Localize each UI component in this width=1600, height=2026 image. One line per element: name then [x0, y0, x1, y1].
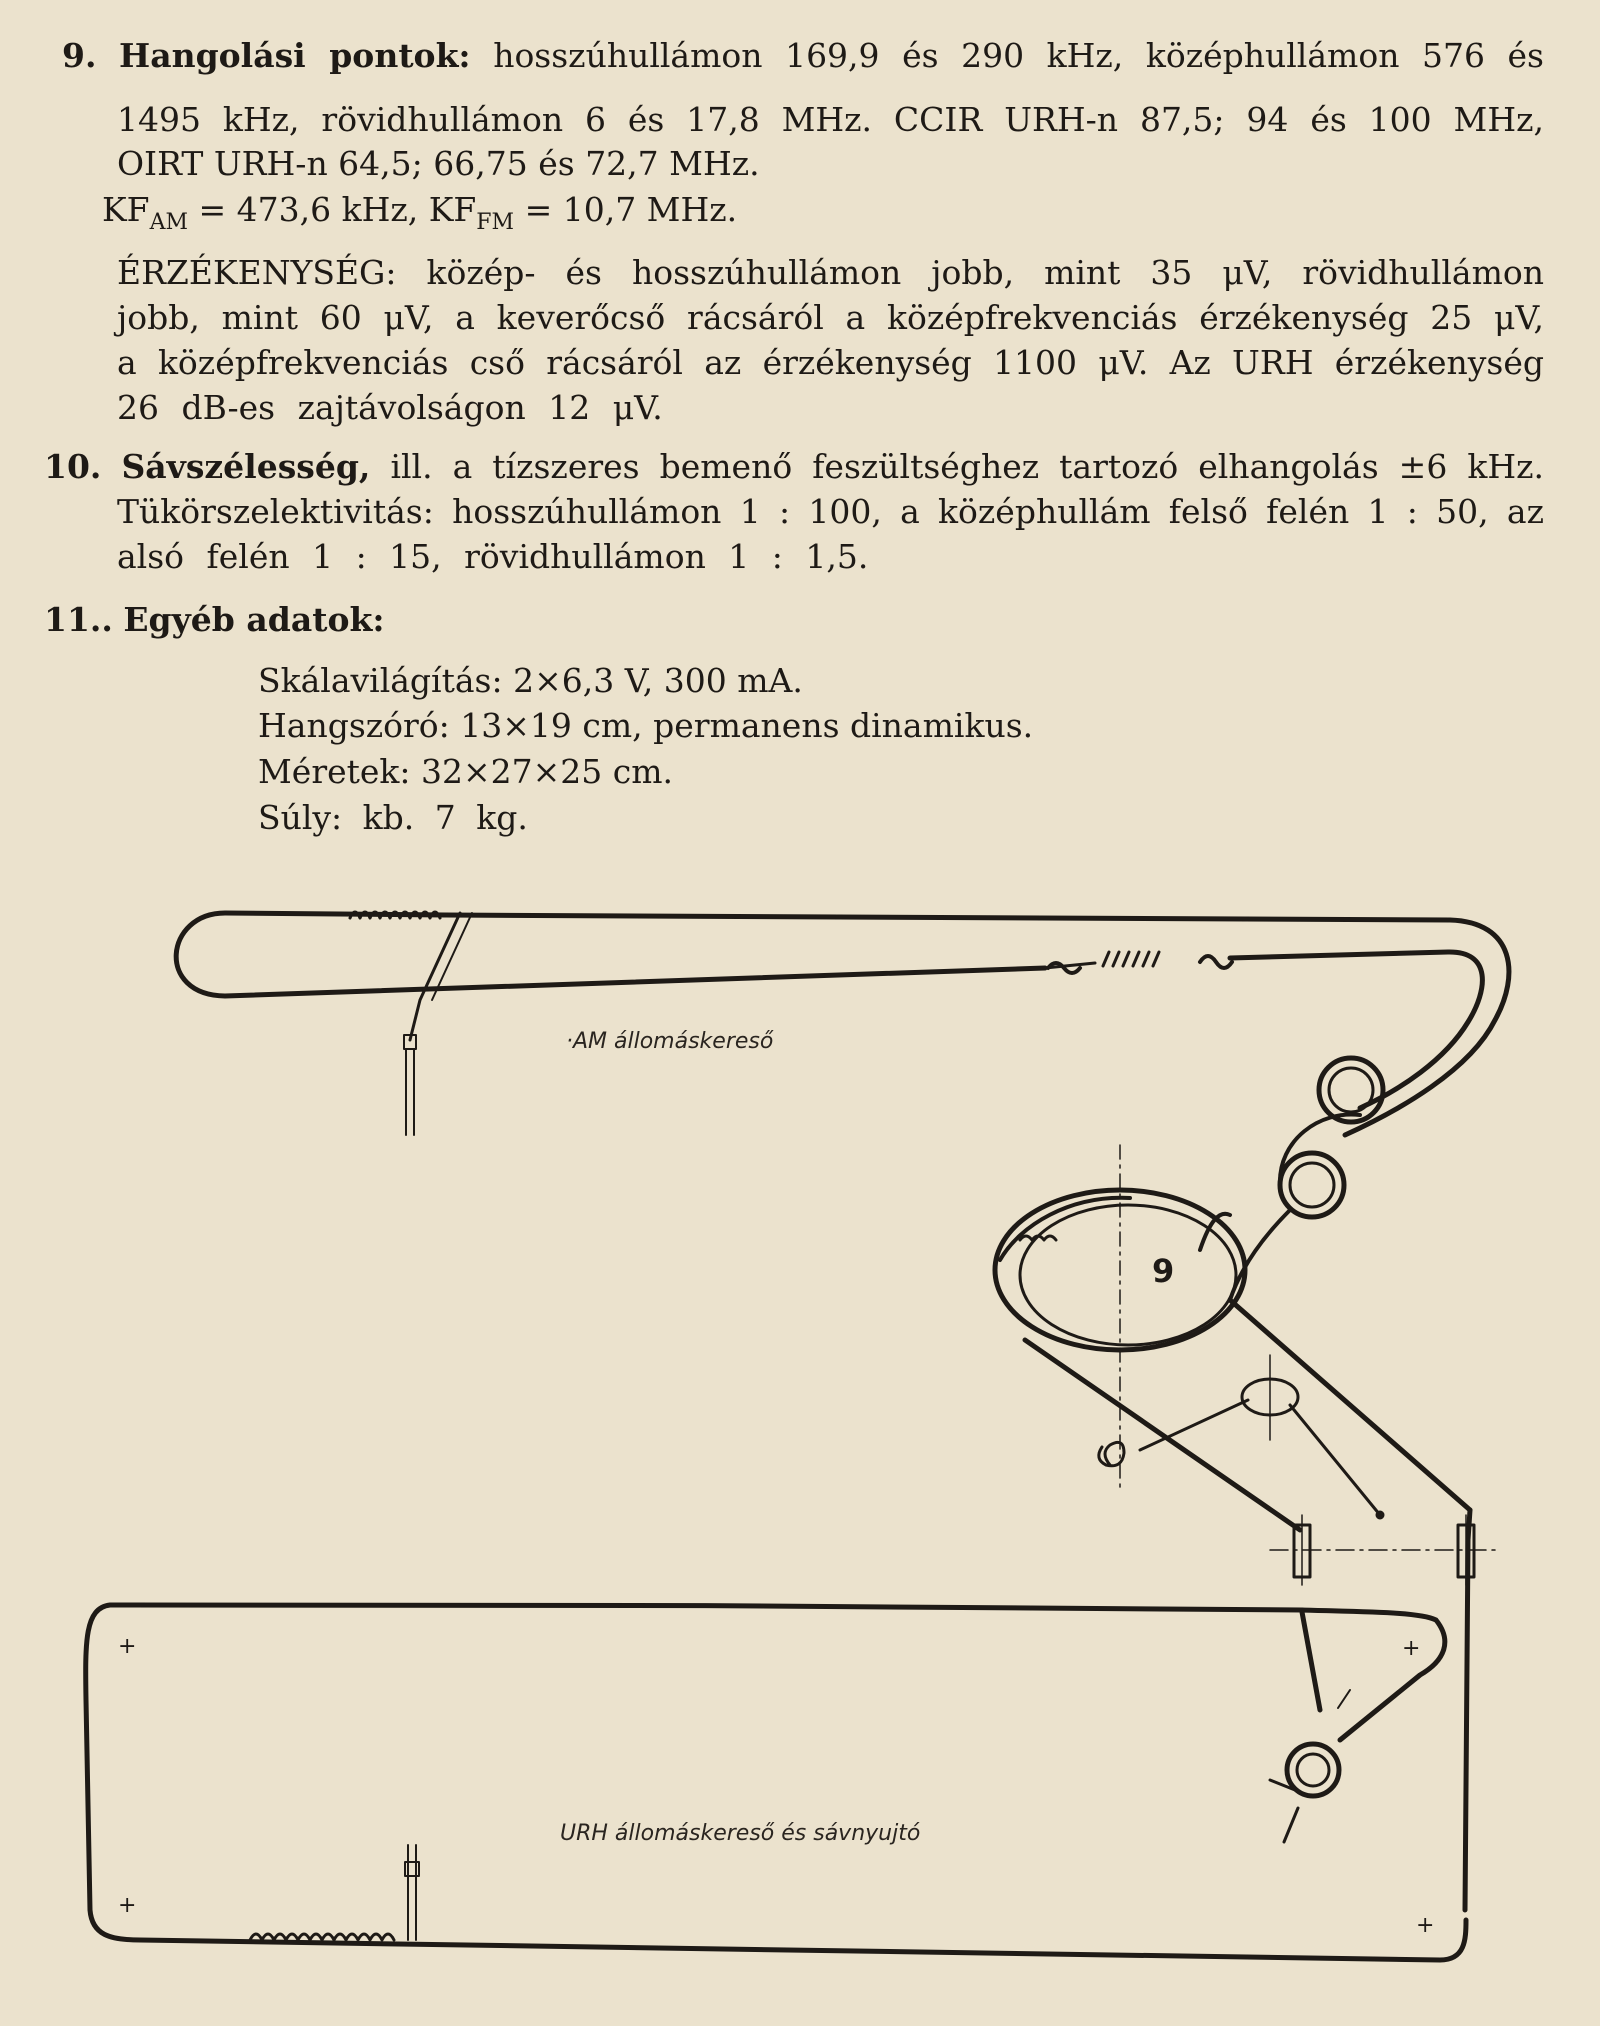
am-cord-lower	[1230, 952, 1482, 1108]
kf-fm-sub: FM	[476, 210, 515, 235]
am-pointer-arm	[410, 913, 460, 1040]
mid-pulley-inner	[1290, 1163, 1334, 1207]
item-9-sensitivity-2: jobb, mint 60 μV, a keverőcső rácsáról a középfrekvenciás érzékenység 25 μV,	[117, 298, 1544, 337]
cord-hatch-spring	[1103, 952, 1159, 966]
urh-cord-drop	[1302, 1612, 1320, 1710]
drum-marker-nine: 9	[1152, 1252, 1175, 1290]
mount-mark-bottom-left: +	[118, 1893, 137, 1918]
kf-am-sub: AM	[149, 210, 188, 235]
item-10-line-2: Tükörszelektivitás: hosszúhullámon 1 : 100, a középhullám felső felén 1 : 50, az	[117, 492, 1544, 531]
urh-tension-spring	[250, 1934, 394, 1940]
item-9-line-1-rest: hosszúhullámon 169,9 és 290 kHz, középhullámon 576 és	[493, 36, 1544, 75]
item-11-number: 11..	[44, 600, 113, 639]
mount-mark-top-left: +	[118, 1634, 137, 1659]
item-9-line-2: 1495 kHz, rövidhullámon 6 és 17,8 MHz. CCIR URH-n 87,5; 94 és 100 MHz,	[117, 100, 1544, 139]
item-10-number: 10.	[44, 447, 102, 486]
diag-cord-left	[1025, 1340, 1300, 1530]
detail-speaker: Hangszóró: 13×19 cm, permanens dinamikus.	[258, 706, 1034, 745]
item-9-heading: Hangolási pontok:	[119, 36, 471, 75]
cord-clip-right	[1200, 956, 1232, 968]
kf-fm-value: = 10,7 MHz.	[514, 190, 738, 229]
urh-cord-right-return	[1302, 1610, 1445, 1740]
urh-pointer-rod	[408, 1845, 416, 1940]
am-cord-upper	[445, 915, 1509, 1135]
kf-am-value: = 473,6 kHz,	[187, 190, 429, 229]
urh-pulley-tick	[1284, 1808, 1298, 1842]
item-9-sensitivity-3: a középfrekvenciás cső rácsáról az érzékenység 1100 μV. Az URH érzékenység	[117, 343, 1544, 382]
mount-mark-top-right: +	[1402, 1636, 1421, 1661]
detail-dimensions: Méretek: 32×27×25 cm.	[258, 752, 674, 791]
lever-pivot	[1376, 1511, 1384, 1519]
item-10-heading: Sávszélesség,	[121, 447, 371, 486]
kf-fm-label: KF	[428, 190, 477, 229]
am-tuner-label: ·AM állomáskereső	[566, 1029, 774, 1054]
dial-drum-inner	[1020, 1205, 1236, 1345]
item-9-sensitivity-4: 26 dB-es zajtávolságon 12 μV.	[117, 388, 663, 427]
item-10-line-3: alsó felén 1 : 15, rövidhullámon 1 : 1,5.	[117, 537, 869, 576]
urh-lower-pulley-inner	[1297, 1754, 1329, 1786]
kf-am-label: KF	[102, 190, 150, 229]
mount-mark-bottom-right: +	[1416, 1913, 1435, 1938]
item-9-number: 9.	[62, 36, 97, 75]
urh-pulley-mark	[1338, 1690, 1350, 1708]
lever-arm-left	[1140, 1400, 1248, 1450]
item-11-heading: Egyéb adatok:	[123, 600, 385, 639]
pulley-cord-down	[1230, 1210, 1290, 1300]
detail-weight: Súly: kb. 7 kg.	[258, 798, 528, 837]
upper-pulley-inner	[1329, 1068, 1373, 1112]
am-pointer-rod	[406, 1049, 414, 1135]
item-9-sensitivity-1: ÉRZÉKENYSÉG: közép- és hosszúhullámon jobb, mint 35 μV, rövidhullámon	[117, 253, 1544, 292]
item-9-line-3: OIRT URH-n 64,5; 66,75 és 72,7 MHz.	[117, 144, 760, 183]
item-10-line-1-rest: ill. a tízszeres bemenő feszültséghez tartozó elhangolás ±6 kHz.	[390, 447, 1544, 486]
detail-scale-lighting: Skálavilágítás: 2×6,3 V, 300 mA.	[258, 661, 803, 700]
am-cord-left-loop	[176, 913, 1045, 996]
urh-lower-pulley-outer	[1287, 1744, 1339, 1796]
urh-tuner-label: URH állomáskereső és sávnyujtó	[560, 1821, 921, 1846]
urh-cord-outer	[86, 1604, 1466, 1960]
